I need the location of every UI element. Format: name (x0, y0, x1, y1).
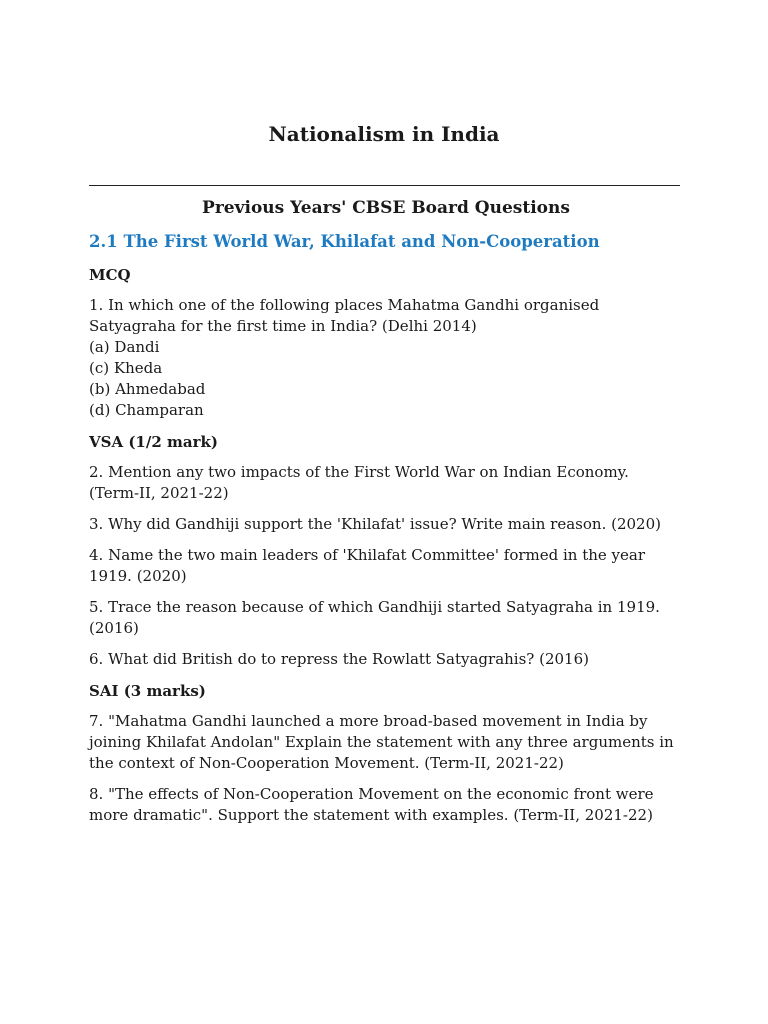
document-content (89, 196, 683, 836)
vsa-question: 5. Trace the reason because of which Gandhiji started Satyagraha in 1919. (2016) (89, 598, 660, 637)
mcq-options (89, 337, 683, 421)
section-heading: Previous Years' CBSE Board Questions (202, 198, 570, 218)
vsa-label: VSA (1/2 mark) (89, 433, 218, 451)
mcq-label: MCQ (89, 266, 131, 284)
mcq-question: 1. In which one of the following places Mahatma Gandhi organised Satyagraha for the first time in India? (Delhi 2014) (89, 296, 600, 335)
vsa-question: 2. Mention any two impacts of the First World War on Indian Economy. (Term-II, 2021-22) (89, 463, 629, 502)
vsa-question: 3. Why did Gandhiji support the 'Khilafat' issue? Write main reason. (2020) (89, 515, 661, 533)
mcq-option: (a) Dandi (89, 338, 160, 356)
sai-label: SAI (3 marks) (89, 682, 206, 700)
mcq-option: (d) Champaran (89, 401, 204, 419)
sai-question: 7. "Mahatma Gandhi launched a more broad-based movement in India by joining Khilafat Andolan" Explain the statement with any three arguments in the context of Non-Cooperation Movement. (Term-II, 2021-22) (89, 712, 674, 772)
mcq-option: (b) Ahmedabad (89, 380, 206, 398)
mcq-option: (c) Kheda (89, 359, 163, 377)
subsection-heading: 2.1 The First World War, Khilafat and Non-Cooperation (89, 232, 600, 251)
vsa-question: 4. Name the two main leaders of 'Khilafat Committee' formed in the year 1919. (2020) (89, 546, 646, 585)
sai-question: 8. "The effects of Non-Cooperation Movement on the economic front were more dramatic". Support the statement with examples. (Term-II, 2021-22) (89, 785, 654, 824)
title-divider (89, 185, 680, 186)
vsa-question: 6. What did British do to repress the Rowlatt Satyagrahis? (2016) (89, 650, 589, 668)
page-title: Nationalism in India (268, 122, 500, 146)
